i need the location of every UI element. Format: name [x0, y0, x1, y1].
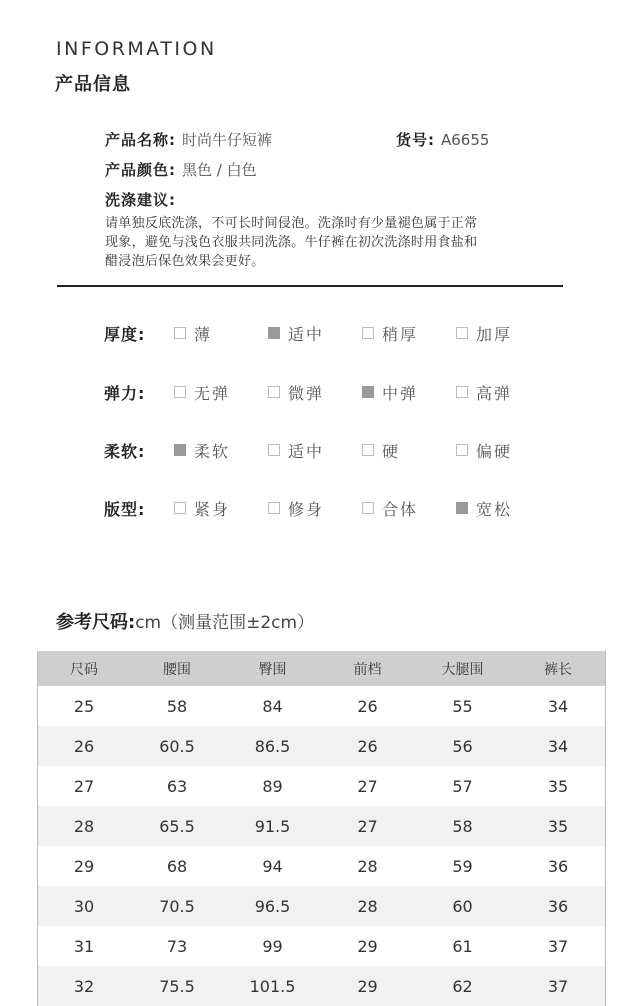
- attribute-label: 弹力:: [104, 383, 146, 403]
- table-cell: 60.5: [159, 736, 195, 756]
- table-header-cell: 大腿围: [441, 661, 484, 678]
- attribute-label: 柔软:: [104, 441, 146, 461]
- table-cell: 29: [357, 976, 378, 996]
- table-row: [38, 926, 605, 966]
- unchecked-box-icon: [456, 327, 468, 339]
- table-cell: 58: [166, 696, 188, 716]
- attribute-row: [104, 496, 550, 520]
- table-cell: 27: [357, 816, 378, 836]
- attribute-option: [362, 439, 456, 462]
- size-chart-title-sep: :: [128, 612, 136, 633]
- table-cell: 26: [357, 736, 378, 756]
- attribute-option: [456, 322, 550, 345]
- table-row: [38, 806, 605, 846]
- table-row: [38, 966, 605, 1006]
- table-cell: 60: [452, 896, 473, 916]
- wash-advice-row: [105, 189, 176, 210]
- attribute-option: [174, 381, 268, 404]
- attribute-option: [362, 381, 456, 404]
- attribute-option: [174, 497, 268, 520]
- unchecked-box-icon: [174, 502, 186, 514]
- product-name-row: [105, 129, 272, 150]
- table-cell: 31: [73, 936, 95, 956]
- table-cell: 89: [262, 776, 283, 796]
- table-cell: 35: [547, 776, 569, 796]
- table-cell: 58: [452, 816, 473, 836]
- product-color-label: 产品颜色:: [105, 161, 176, 179]
- attribute-option-label: 宽松: [476, 499, 513, 519]
- unchecked-box-icon: [456, 386, 468, 398]
- attribute-option: [456, 439, 550, 462]
- attribute-row: [104, 321, 550, 345]
- size-table: [37, 651, 606, 1006]
- table-cell: 57: [452, 776, 473, 796]
- table-cell: 35: [547, 816, 569, 836]
- table-cell: 94: [262, 856, 283, 876]
- attribute-row: [104, 438, 550, 462]
- product-code-value: A6655: [441, 131, 490, 149]
- attribute-option: [174, 322, 268, 345]
- checked-box-icon: [174, 444, 186, 456]
- table-cell: 26: [357, 696, 378, 716]
- section-divider: [57, 285, 563, 287]
- table-cell: 30: [73, 896, 95, 916]
- table-cell: 84: [262, 696, 283, 716]
- attribute-option-label: 微弹: [288, 383, 325, 403]
- attribute-option-label: 中弹: [382, 383, 419, 403]
- attribute-option: [268, 381, 362, 404]
- attribute-row: [104, 380, 550, 404]
- table-cell: 28: [357, 896, 378, 916]
- table-cell: 99: [262, 936, 283, 956]
- table-cell: 86.5: [254, 736, 291, 756]
- table-cell: 32: [73, 976, 95, 996]
- table-cell: 73: [166, 936, 188, 956]
- unchecked-box-icon: [174, 386, 186, 398]
- unchecked-box-icon: [362, 444, 374, 456]
- attribute-option: [362, 497, 456, 520]
- table-cell: 29: [357, 936, 378, 956]
- attribute-option-label: 偏硬: [476, 441, 513, 461]
- table-row: [38, 886, 605, 926]
- checked-box-icon: [362, 386, 374, 398]
- table-row: [38, 766, 605, 806]
- checked-box-icon: [456, 502, 468, 514]
- unchecked-box-icon: [456, 444, 468, 456]
- table-cell: 34: [547, 736, 569, 756]
- table-cell: 27: [73, 776, 95, 796]
- table-cell: 61: [452, 936, 473, 956]
- unchecked-box-icon: [362, 327, 374, 339]
- attribute-option-label: 适中: [288, 441, 325, 461]
- attribute-option: [268, 439, 362, 462]
- attribute-label: 版型:: [104, 499, 146, 519]
- attribute-option: [174, 439, 268, 462]
- table-cell: 91.5: [254, 816, 291, 836]
- wash-advice-line: 请单独反底洗涤，不可长时间侵泡。洗涤时有少量褪色属于正常: [105, 216, 478, 231]
- table-cell: 29: [73, 856, 95, 876]
- attribute-option-label: 合体: [382, 499, 419, 519]
- table-header-row: [38, 651, 605, 686]
- table-cell: 75.5: [159, 976, 195, 996]
- table-cell: 36: [547, 856, 569, 876]
- attribute-option-label: 加厚: [476, 324, 513, 344]
- wash-advice-label: 洗涤建议:: [105, 191, 176, 209]
- table-header-cell: 前档: [353, 661, 382, 678]
- attribute-option-label: 紧身: [194, 499, 231, 519]
- product-name-value: 时尚牛仔短裤: [182, 131, 273, 149]
- table-cell: 37: [547, 936, 569, 956]
- table-cell: 37: [547, 976, 569, 996]
- attribute-option-label: 薄: [194, 324, 213, 344]
- product-code-row: [396, 129, 489, 150]
- attribute-option-label: 硬: [382, 441, 401, 461]
- table-row: [38, 846, 605, 886]
- attribute-option-label: 修身: [288, 499, 325, 519]
- attribute-option-label: 高弹: [476, 383, 513, 403]
- attribute-option: [362, 322, 456, 345]
- attribute-option: [268, 497, 362, 520]
- attribute-option-label: 适中: [288, 324, 325, 344]
- size-chart-title-note: cm（测量范围±2cm）: [135, 613, 315, 633]
- table-cell: 56: [452, 736, 473, 756]
- table-cell: 28: [73, 816, 95, 836]
- unchecked-box-icon: [268, 386, 280, 398]
- unchecked-box-icon: [362, 502, 374, 514]
- table-cell: 34: [547, 696, 569, 716]
- unchecked-box-icon: [268, 502, 280, 514]
- attribute-option-label: 柔软: [194, 441, 231, 461]
- size-chart-title: [56, 608, 314, 634]
- attribute-label: 厚度:: [104, 324, 146, 344]
- table-row: [38, 726, 605, 766]
- product-name-label: 产品名称:: [105, 131, 176, 149]
- table-header-cell: 腰围: [163, 661, 191, 678]
- table-header-cell: 裤长: [544, 661, 572, 678]
- unchecked-box-icon: [174, 327, 186, 339]
- table-header-cell: 臀围: [258, 661, 287, 678]
- product-code-label: 货号:: [396, 131, 435, 149]
- attribute-option-label: 无弹: [194, 383, 231, 403]
- wash-advice-line: 现象，避免与浅色衣服共同洗涤。牛仔裤在初次洗涤时用食盐和: [105, 235, 478, 250]
- size-chart-title-bold: 参考尺码: [56, 612, 128, 633]
- table-row: [38, 686, 605, 726]
- table-cell: 62: [452, 976, 473, 996]
- section-title-cn: 产品信息: [55, 74, 131, 95]
- table-cell: 28: [357, 856, 378, 876]
- table-cell: 55: [452, 696, 473, 716]
- product-color-row: [105, 159, 257, 180]
- table-cell: 26: [73, 736, 95, 756]
- attribute-option: [456, 497, 550, 520]
- unchecked-box-icon: [268, 444, 280, 456]
- section-title-en: INFORMATION: [56, 38, 217, 60]
- table-cell: 63: [166, 776, 188, 796]
- wash-advice-text: [105, 214, 565, 271]
- checked-box-icon: [268, 327, 280, 339]
- attribute-option: [268, 322, 362, 345]
- table-cell: 59: [452, 856, 473, 876]
- attribute-option: [456, 381, 550, 404]
- table-header-cell: 尺码: [70, 661, 98, 678]
- attribute-option-label: 稍厚: [382, 324, 419, 344]
- product-color-value: 黑色 / 白色: [182, 161, 257, 179]
- table-cell: 65.5: [159, 816, 195, 836]
- table-cell: 68: [166, 856, 188, 876]
- table-cell: 25: [73, 696, 95, 716]
- table-cell: 101.5: [249, 976, 296, 996]
- table-cell: 96.5: [254, 896, 291, 916]
- wash-advice-line: 醋浸泡后保色效果会更好。: [105, 254, 265, 269]
- table-cell: 36: [547, 896, 569, 916]
- table-cell: 27: [357, 776, 378, 796]
- table-cell: 70.5: [159, 896, 195, 916]
